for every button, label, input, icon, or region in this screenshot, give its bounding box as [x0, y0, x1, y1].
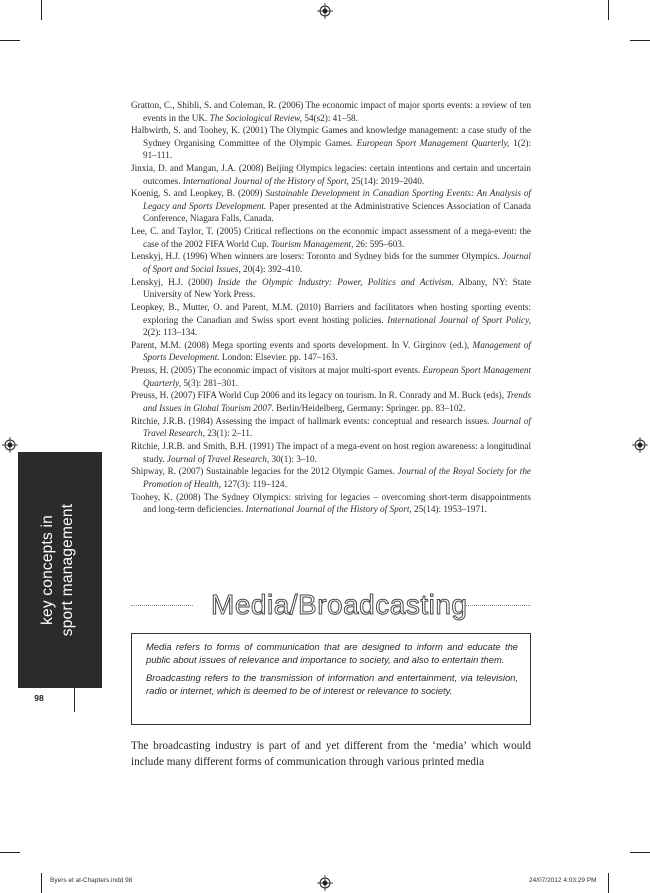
- reference-text: Koenig, S. and Leopkey, B. (2009): [131, 188, 266, 199]
- reference-text: Leopkey, B., Mutter, O. and Parent, M.M. (2010) Barriers and facilitators when hosting sporting events: exploring the Canadian and Swiss sport event hosting policies.: [131, 302, 531, 325]
- reference-source: Journal of Sport and Social Issues,: [143, 251, 531, 274]
- reference-source: Inside the Olympic Industry: Power, Politics and Activism.: [217, 276, 454, 287]
- reference-text: Lenskyj, H.J. (2000): [131, 276, 218, 287]
- reference-text: 20(4): 392–410.: [240, 263, 303, 274]
- reference-text: Albany, NY: State University of New York Press.: [143, 276, 531, 300]
- reference-entry: [131, 162, 531, 187]
- reference-source: European Sport Management Quarterly,: [143, 365, 531, 388]
- reference-text: Jinxia, D. and Mangan, J.A. (2008) Beijing Olympics legacies: certain intentions and certain and uncertain outcomes.: [131, 163, 531, 186]
- registration-mark-icon: [632, 437, 648, 453]
- section-heading: Media/Broadcasting: [211, 589, 468, 620]
- definition-broadcasting: Broadcasting refers to the transmission of information and entertainment, via television, radio or internet, which is deemed to be of interest or relevance to society.: [146, 672, 518, 696]
- crop-mark: [630, 852, 650, 853]
- sidebar-title-line2: sport management: [59, 503, 76, 637]
- reference-entry: [131, 339, 531, 364]
- crop-mark: [608, 873, 609, 893]
- definition-box: [131, 633, 531, 725]
- reference-entry: [131, 491, 531, 516]
- reference-text: Gratton, C., Shibli, S. and Coleman, R. (2006) The economic impact of major sports events: a review of ten events in the UK.: [131, 100, 531, 123]
- reference-list: [131, 99, 531, 516]
- reference-entry: [131, 276, 531, 301]
- reference-text: Toohey, K. (2008) The Sydney Olympics: striving for legacies – overcoming short-term disappointments and long-term deficiencies.: [131, 491, 531, 515]
- reference-text: Shipway, R. (2007) Sustainable legacies for the 2012 Olympic Games.: [131, 466, 398, 477]
- crop-mark: [630, 40, 650, 41]
- reference-source: European Sport Management Quarterly,: [356, 137, 510, 148]
- reference-entry: [131, 364, 531, 389]
- divider: [465, 605, 531, 606]
- crop-mark: [608, 0, 609, 20]
- reference-entry: [131, 99, 531, 124]
- body-paragraph: The broadcasting industry is part of and yet different from the ‘media’ which would include many different forms of communication through various printed media: [131, 740, 531, 768]
- reference-text: 30(1): 3–10.: [269, 453, 317, 464]
- registration-mark-icon: [317, 3, 333, 19]
- reference-text: 1(2): 91–111.: [143, 137, 532, 161]
- reference-text: 127(3): 119–124.: [221, 478, 287, 489]
- footer-timestamp: 24/07/2012 4:03:29 PM: [529, 877, 597, 884]
- reference-text: Parent, M.M. (2008) Mega sporting events and sports development. In V. Girginov (ed.),: [131, 339, 473, 350]
- reference-entry: [131, 301, 531, 339]
- reference-text: Preuss, H. (2005) The economic impact of visitors at major multi-sport events.: [131, 365, 423, 376]
- reference-entry: [131, 465, 531, 490]
- reference-entry: [131, 250, 531, 275]
- reference-text: 26: 595–603.: [353, 238, 405, 249]
- reference-text: London: Elsevier. pp. 147–163.: [219, 352, 338, 363]
- reference-entry: [131, 389, 531, 414]
- reference-source: Journal of Travel Research,: [143, 415, 531, 439]
- chapter-sidebar: [18, 452, 102, 688]
- section-heading-block: [131, 588, 531, 622]
- reference-text: 25(14): 2019–2040.: [348, 175, 425, 186]
- reference-source: Trends and Issues in Global Tourism 2007.: [143, 390, 532, 413]
- registration-mark-icon: [2, 437, 18, 453]
- page-number: 98: [34, 693, 44, 703]
- reference-source: International Journal of the History of Sport,: [245, 504, 412, 515]
- reference-text: Halbwirth, S. and Toohey, K. (2001) The Olympic Games and knowledge management: a case study of the Sydney Organising Committee of the Olympic Games.: [131, 125, 531, 148]
- divider: [74, 688, 75, 712]
- reference-text: Preuss, H. (2007) FIFA World Cup 2006 and its legacy on tourism. In R. Conrady and M. Buck (eds),: [131, 390, 507, 401]
- reference-source: Sustainable Development in Canadian Sporting Events: An Analysis of Legacy and Sports Development.: [143, 188, 531, 211]
- crop-mark: [41, 0, 42, 20]
- reference-text: 23(1): 2–11.: [204, 428, 253, 439]
- reference-text: 5(3): 281–301.: [181, 377, 238, 388]
- crop-mark: [0, 852, 20, 853]
- reference-source: The Sociological Review,: [209, 112, 303, 123]
- reference-text: Lenskyj, H.J. (1996) When winners are losers: Toronto and Sydney bids for the summer Olympics.: [131, 251, 503, 262]
- definition-media: Media refers to forms of communication that are designed to inform and educate the public about issues of relevance and importance to society, and also to entertain them.: [146, 641, 518, 665]
- reference-source: International Journal of the History of Sport,: [182, 175, 349, 186]
- reference-entry: [131, 124, 531, 162]
- reference-text: Berlin/Heidelberg, Germany: Springer. pp. 83–102.: [273, 402, 466, 413]
- reference-source: Journal of the Royal Society for the Promotion of Health,: [143, 466, 531, 489]
- reference-text: 25(14): 1953–1971.: [411, 504, 487, 515]
- divider: [131, 605, 193, 606]
- reference-text: 2(2): 113–134.: [143, 327, 198, 338]
- reference-entry: [131, 415, 531, 440]
- reference-entry: [131, 225, 531, 250]
- reference-text: Ritchie, J.R.B. (1984) Assessing the impact of hallmark events: conceptual and research issues.: [131, 415, 493, 426]
- reference-source: Journal of Travel Research,: [166, 453, 270, 464]
- footer-file-info: Byers et al-Chapters.indd 98: [50, 877, 133, 884]
- reference-text: 54(s2): 41–58.: [302, 112, 358, 123]
- registration-mark-icon: [317, 875, 333, 891]
- reference-text: Lee, C. and Taylor, T. (2005) Critical reflections on the economic impact assessment of a mega-event: the case of the 2002 FIFA World Cup.: [131, 226, 531, 249]
- sidebar-title-line1: key concepts in: [39, 515, 56, 625]
- reference-source: International Journal of Sport Policy,: [387, 314, 531, 325]
- reference-entry: [131, 440, 531, 465]
- reference-text: Ritchie, J.R.B. and Smith, B.H. (1991) The impact of a mega-event on host region awareness: a longitudinal study.: [131, 441, 531, 464]
- reference-source: Management of Sports Development.: [143, 339, 531, 363]
- crop-mark: [0, 40, 20, 41]
- reference-text: Paper presented at the Administrative Sciences Association of Canada Conference, Niagara Falls, Canada.: [143, 200, 531, 224]
- crop-mark: [41, 873, 42, 893]
- reference-entry: [131, 187, 531, 225]
- reference-source: Tourism Management,: [271, 238, 354, 249]
